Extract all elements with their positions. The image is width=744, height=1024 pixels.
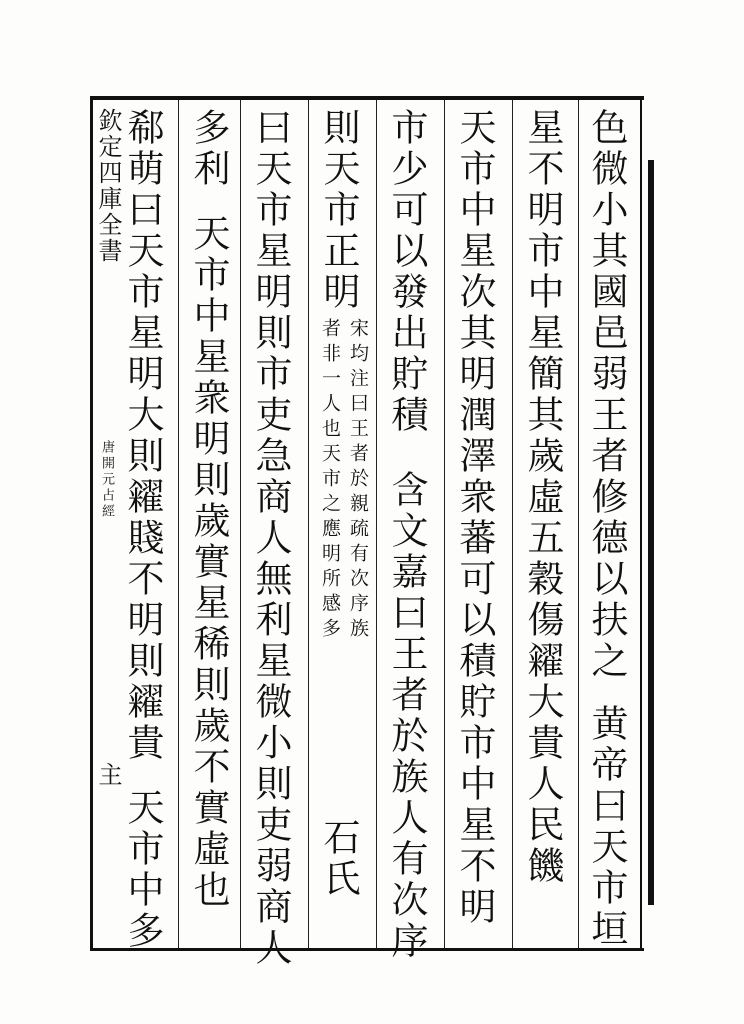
main-text-tail: 黄帝曰天市垣 <box>585 704 628 950</box>
main-text-tail: 天市中星衆明則歲實星稀則歲不實虛也 <box>187 214 230 911</box>
main-text: 曰天市星明則市吏急商人無利星微小則吏弱商人 <box>249 108 292 969</box>
main-text-tail: 含文嘉曰王者於族人有次序 <box>385 470 428 962</box>
text-column-5-tail: 石氏 <box>317 818 360 900</box>
text-column-2 <box>521 108 564 887</box>
margin-header: 欽定四庫全書 <box>94 108 122 264</box>
main-text: 星不明市中星簡其歲虛五穀傷糴大貴人民饑 <box>521 108 564 887</box>
main-text: 天市中星次其明潤澤衆蕃可以積貯市中星不明 <box>453 108 496 928</box>
margin-book-title: 唐開元占經 <box>99 440 114 520</box>
column-rule <box>444 100 445 948</box>
text-column-7 <box>187 108 230 911</box>
column-rule <box>308 100 309 948</box>
column-rule <box>512 100 513 948</box>
main-text: 市少可以發出貯積 <box>385 108 428 436</box>
main-text-tail: 天市中多 <box>121 788 164 952</box>
commentary-line-a: 宋均注曰王者於親疏有次序族 <box>347 318 369 643</box>
column-rule <box>178 100 179 948</box>
text-column-1 <box>585 108 628 950</box>
main-text: 郗萌曰天市星明大則糴賤不明則糴貴 <box>121 108 164 764</box>
text-column-5 <box>317 108 360 313</box>
column-rule <box>376 100 377 948</box>
frame-top-border <box>92 96 644 100</box>
commentary-line-b: 者非一人也天市之應明所感多 <box>319 318 341 643</box>
column-rule <box>578 100 579 948</box>
column-rule <box>240 100 241 948</box>
frame-right-thick-border <box>648 160 654 905</box>
frame-left-border <box>90 96 93 951</box>
text-column-4 <box>385 108 428 962</box>
main-text: 色微小其國邑弱王者修德以扶之 <box>585 108 628 682</box>
text-column-8 <box>121 108 164 952</box>
frame-right-border <box>640 96 642 951</box>
frame-bottom-border <box>92 948 644 951</box>
margin-page-number: 主 <box>94 762 122 788</box>
main-text: 則天市正明 <box>317 108 360 313</box>
text-column-6 <box>249 108 292 969</box>
text-column-3 <box>453 108 496 928</box>
main-text: 多利 <box>187 108 230 190</box>
